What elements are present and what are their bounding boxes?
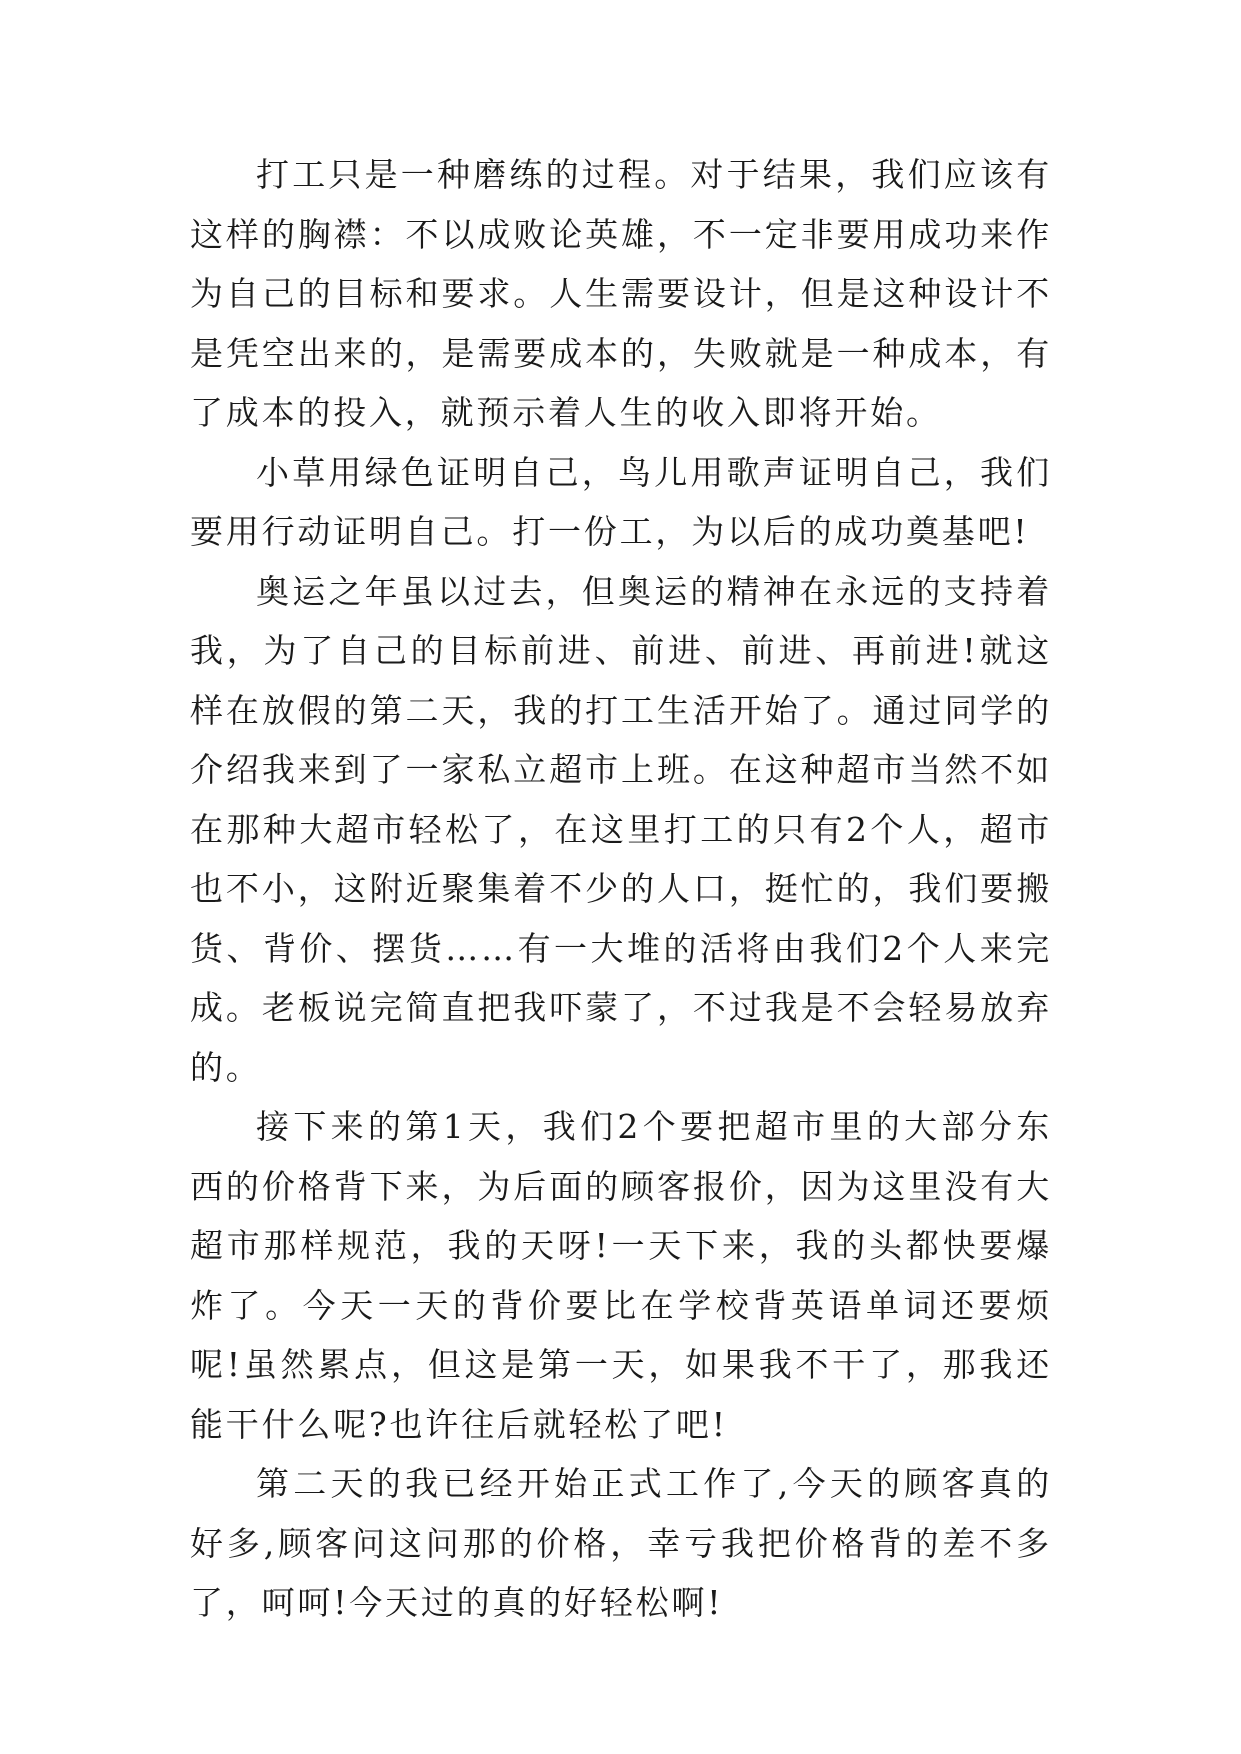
document-body xyxy=(190,145,1052,1633)
paragraph-1: 打工只是一种磨练的过程。对于结果，我们应该有这样的胸襟：不以成败论英雄，不一定非要用成功来作为自己的目标和要求。人生需要设计，但是这种设计不是凭空出来的，是需要成本的，失败就是一种成本，有了成本的投入，就预示着人生的收入即将开始。 xyxy=(190,155,1052,432)
paragraph-2: 小草用绿色证明自己，鸟儿用歌声证明自己，我们要用行动证明自己。打一份工，为以后的成功奠基吧! xyxy=(190,452,1052,551)
paragraph-4: 接下来的第1天，我们2个要把超市里的大部分东西的价格背下来，为后面的顾客报价，因为这里没有大超市那样规范，我的天呀!一天下来，我的头都快要爆炸了。今天一天的背价要比在学校背英语单词还要烦呢!虽然累点，但这是第一天，如果我不干了，那我还能干什么呢?也许往后就轻松了吧! xyxy=(190,1107,1052,1444)
paragraph-5: 第二天的我已经开始正式工作了,今天的顾客真的好多,顾客问这问那的价格，幸亏我把价格背的差不多了，呵呵!今天过的真的好轻松啊! xyxy=(190,1464,1052,1622)
paragraph-3: 奥运之年虽以过去，但奥运的精神在永远的支持着我，为了自己的目标前进、前进、前进、再前进!就这样在放假的第二天，我的打工生活开始了。通过同学的介绍我来到了一家私立超市上班。在这种超市当然不如在那种大超市轻松了，在这里打工的只有2个人，超市也不小，这附近聚集着不少的人口，挺忙的，我们要搬货、背价、摆货……有一大堆的活将由我们2个人来完成。老板说完简直把我吓蒙了，不过我是不会轻易放弃的。 xyxy=(190,571,1052,1087)
